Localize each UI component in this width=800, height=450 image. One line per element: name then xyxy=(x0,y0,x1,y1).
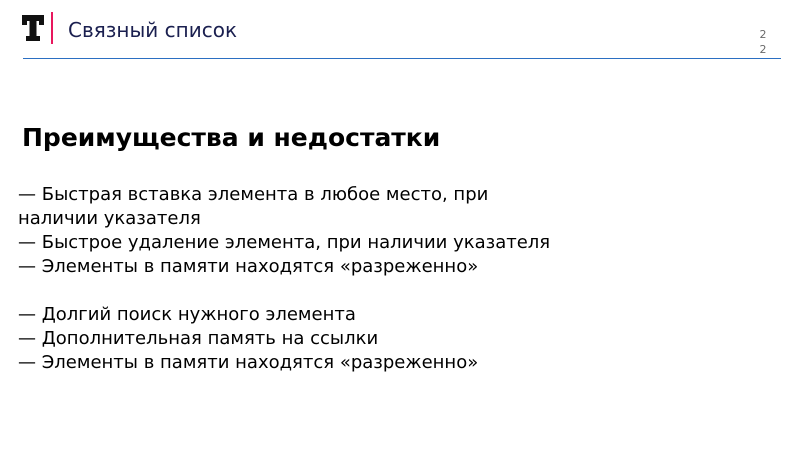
page-title: Преимущества и недостатки xyxy=(22,123,441,152)
disadvantage-line: — Долгий поиск нужного элемента xyxy=(18,304,356,325)
slide-section-title: Связный список xyxy=(68,18,238,42)
paragraph-gap xyxy=(18,279,638,303)
advantage-line: — Быстрое удаление элемента, при наличии указателя xyxy=(18,232,551,253)
advantage-line: — Элементы в памяти находятся «разреженно» xyxy=(18,256,479,277)
advantage-line: наличии указателя xyxy=(18,208,201,229)
disadvantage-line: — Элементы в памяти находятся «разреженно» xyxy=(18,352,479,373)
header-rule xyxy=(23,58,781,59)
page-number xyxy=(756,27,770,57)
disadvantage-line: — Дополнительная память на ссылки xyxy=(18,328,379,349)
advantage-line: — Быстрая вставка элемента в любое место, при xyxy=(18,184,489,205)
page-number-top: 2 xyxy=(759,28,767,41)
page-number-bottom: 2 xyxy=(759,43,767,56)
header-accent-divider xyxy=(51,12,53,44)
t-letter-logo-icon xyxy=(22,15,44,41)
slide-body-text xyxy=(18,183,638,375)
